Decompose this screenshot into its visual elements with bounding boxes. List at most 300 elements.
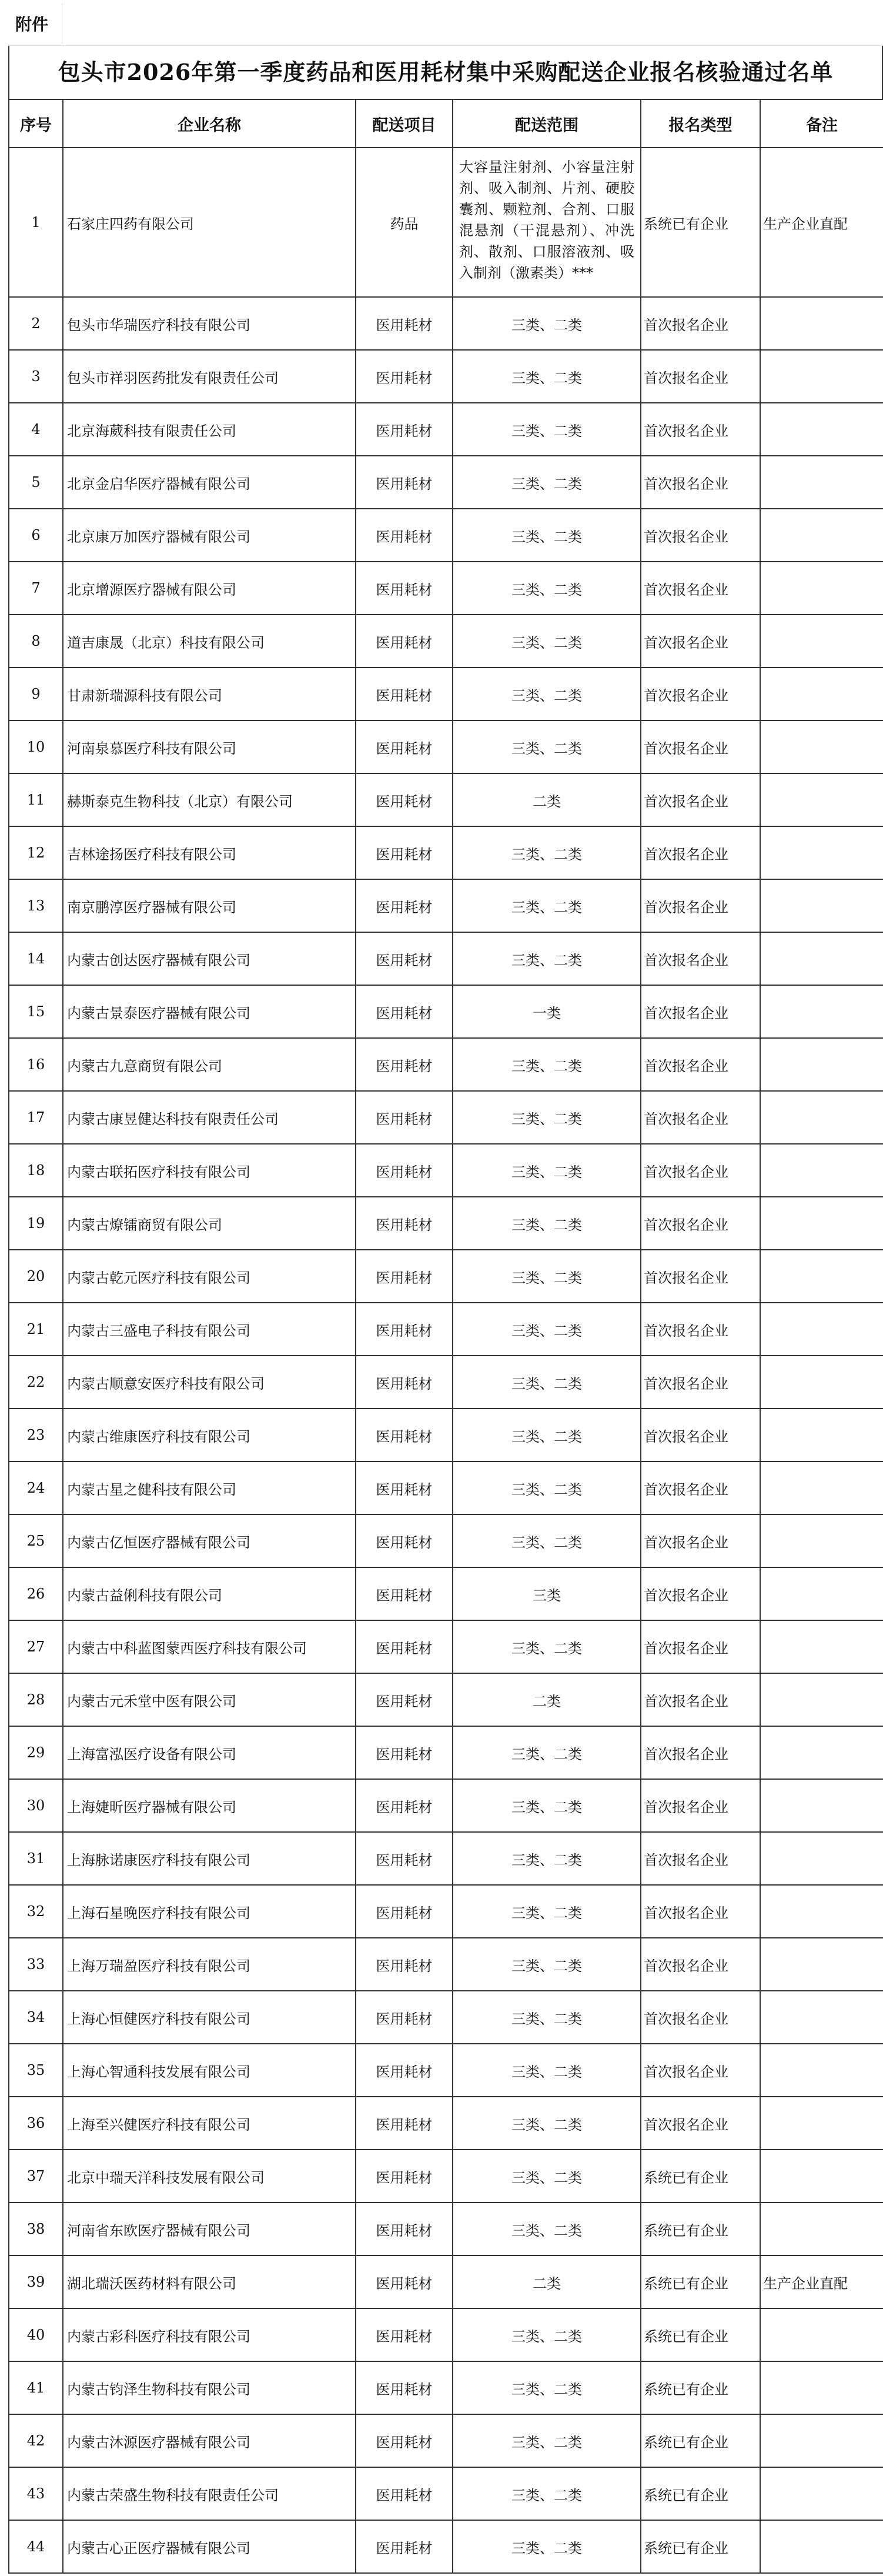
cell-delivery-scope[interactable]: 三类、二类 <box>453 879 641 932</box>
table-row <box>9 1356 883 1409</box>
cell-note[interactable] <box>760 1885 883 1938</box>
cell-note[interactable] <box>760 615 883 668</box>
cell-index[interactable]: 13 <box>9 879 63 932</box>
cell-registration-type[interactable]: 首次报名企业 <box>641 720 760 773</box>
cell-delivery-scope[interactable]: 三类、二类 <box>453 2361 641 2414</box>
cell-registration-type[interactable]: 首次报名企业 <box>641 1461 760 1514</box>
cell-registration-type[interactable]: 首次报名企业 <box>641 1832 760 1885</box>
cell-registration-type[interactable]: 系统已有企业 <box>641 2467 760 2520</box>
table-row <box>9 1038 883 1091</box>
cell-delivery-scope[interactable]: 三类、二类 <box>453 1303 641 1356</box>
cell-company-name[interactable]: 内蒙古康昱健达科技有限责任公司 <box>63 1091 356 1144</box>
cell-delivery-item[interactable]: 医用耗材 <box>356 1726 453 1779</box>
cell-registration-type[interactable]: 系统已有企业 <box>641 2361 760 2414</box>
cell-delivery-item[interactable]: 医用耗材 <box>356 1038 453 1091</box>
cell-note[interactable] <box>760 2044 883 2097</box>
cell-company-name[interactable]: 内蒙古心正医疗器械有限公司 <box>63 2520 356 2573</box>
company-roster-table <box>8 99 883 2574</box>
cell-delivery-item[interactable]: 医用耗材 <box>356 1091 453 1144</box>
cell-company-name[interactable]: 内蒙古元禾堂中医有限公司 <box>63 1673 356 1726</box>
cell-delivery-item[interactable]: 医用耗材 <box>356 403 453 456</box>
cell-delivery-scope[interactable]: 三类、二类 <box>453 1091 641 1144</box>
cell-index[interactable]: 32 <box>9 1885 63 1938</box>
attachment-label[interactable]: 附件 <box>8 4 62 46</box>
cell-index[interactable]: 24 <box>9 1461 63 1514</box>
cell-note[interactable] <box>760 562 883 615</box>
cell-note[interactable] <box>760 773 883 826</box>
cell-note[interactable] <box>760 350 883 403</box>
cell-index[interactable]: 9 <box>9 668 63 720</box>
cell-index[interactable]: 40 <box>9 2308 63 2361</box>
cell-index[interactable]: 6 <box>9 509 63 562</box>
table-row <box>9 2203 883 2255</box>
cell-index[interactable]: 17 <box>9 1091 63 1144</box>
cell-note[interactable] <box>760 2308 883 2361</box>
cell-delivery-scope[interactable]: 三类、二类 <box>453 297 641 350</box>
cell-index[interactable]: 36 <box>9 2097 63 2150</box>
cell-delivery-scope[interactable]: 三类、二类 <box>453 2520 641 2573</box>
cell-delivery-scope[interactable]: 三类、二类 <box>453 2203 641 2255</box>
cell-delivery-scope[interactable]: 大容量注射剂、小容量注射剂、吸入制剂、片剂、硬胶囊剂、颗粒剂、合剂、口服混悬剂（干混悬剂）、冲洗剂、散剂、口服溶液剂、吸入制剂（激素类）*** <box>453 148 641 297</box>
cell-registration-type[interactable]: 系统已有企业 <box>641 2255 760 2308</box>
cell-company-name[interactable]: 道吉康晟（北京）科技有限公司 <box>63 615 356 668</box>
table-row <box>9 1885 883 1938</box>
cell-delivery-scope[interactable]: 三类、二类 <box>453 1726 641 1779</box>
cell-delivery-scope[interactable]: 三类、二类 <box>453 403 641 456</box>
cell-company-name[interactable]: 甘肃新瑞源科技有限公司 <box>63 668 356 720</box>
cell-delivery-item[interactable]: 医用耗材 <box>356 350 453 403</box>
cell-registration-type[interactable]: 首次报名企业 <box>641 1144 760 1197</box>
cell-delivery-scope[interactable]: 三类、二类 <box>453 1144 641 1197</box>
document-title[interactable]: 包头市2026年第一季度药品和医用耗材集中采购配送企业报名核验通过名单 <box>8 46 883 99</box>
cell-delivery-item[interactable]: 医用耗材 <box>356 1620 453 1673</box>
cell-index[interactable]: 39 <box>9 2255 63 2308</box>
cell-delivery-item[interactable]: 医用耗材 <box>356 1779 453 1832</box>
cell-note[interactable] <box>760 1991 883 2044</box>
cell-registration-type[interactable]: 首次报名企业 <box>641 668 760 720</box>
table-row <box>9 668 883 720</box>
cell-note[interactable] <box>760 1567 883 1620</box>
cell-company-name[interactable]: 北京中瑞天洋科技发展有限公司 <box>63 2150 356 2203</box>
cell-delivery-scope[interactable]: 三类、二类 <box>453 350 641 403</box>
cell-registration-type[interactable]: 首次报名企业 <box>641 2097 760 2150</box>
cell-index[interactable]: 2 <box>9 297 63 350</box>
cell-index[interactable]: 14 <box>9 932 63 985</box>
cell-note[interactable] <box>760 2203 883 2255</box>
table-row <box>9 2255 883 2308</box>
cell-delivery-item[interactable]: 医用耗材 <box>356 2097 453 2150</box>
cell-delivery-item[interactable]: 医用耗材 <box>356 1303 453 1356</box>
cell-delivery-item[interactable]: 医用耗材 <box>356 2520 453 2573</box>
cell-index[interactable]: 20 <box>9 1250 63 1303</box>
cell-registration-type[interactable]: 首次报名企业 <box>641 1885 760 1938</box>
cell-delivery-item[interactable]: 医用耗材 <box>356 456 453 509</box>
cell-registration-type[interactable]: 首次报名企业 <box>641 350 760 403</box>
cell-index[interactable]: 30 <box>9 1779 63 1832</box>
cell-registration-type[interactable]: 首次报名企业 <box>641 2044 760 2097</box>
cell-company-name[interactable]: 内蒙古亿恒医疗器械有限公司 <box>63 1514 356 1567</box>
cell-note[interactable] <box>760 826 883 879</box>
cell-delivery-item[interactable]: 医用耗材 <box>356 1409 453 1461</box>
table-row <box>9 1620 883 1673</box>
cell-company-name[interactable]: 内蒙古顺意安医疗科技有限公司 <box>63 1356 356 1409</box>
cell-delivery-item[interactable]: 医用耗材 <box>356 2203 453 2255</box>
cell-delivery-scope[interactable]: 三类、二类 <box>453 826 641 879</box>
cell-company-name[interactable]: 北京增源医疗器械有限公司 <box>63 562 356 615</box>
cell-registration-type[interactable]: 首次报名企业 <box>641 297 760 350</box>
cell-delivery-scope[interactable]: 三类、二类 <box>453 2467 641 2520</box>
table-row <box>9 1091 883 1144</box>
cell-registration-type[interactable]: 首次报名企业 <box>641 1409 760 1461</box>
cell-company-name[interactable]: 上海至兴健医疗科技有限公司 <box>63 2097 356 2150</box>
cell-delivery-scope[interactable]: 三类、二类 <box>453 668 641 720</box>
cell-note[interactable] <box>760 2414 883 2467</box>
cell-company-name[interactable]: 内蒙古乾元医疗科技有限公司 <box>63 1250 356 1303</box>
cell-index[interactable]: 12 <box>9 826 63 879</box>
cell-delivery-scope[interactable]: 三类、二类 <box>453 1885 641 1938</box>
cell-registration-type[interactable]: 首次报名企业 <box>641 615 760 668</box>
cell-note[interactable] <box>760 1514 883 1567</box>
cell-company-name[interactable]: 上海富泓医疗设备有限公司 <box>63 1726 356 1779</box>
cell-delivery-item[interactable]: 医用耗材 <box>356 1673 453 1726</box>
cell-company-name[interactable]: 上海石星晚医疗科技有限公司 <box>63 1885 356 1938</box>
cell-delivery-item[interactable]: 医用耗材 <box>356 826 453 879</box>
cell-registration-type[interactable]: 首次报名企业 <box>641 985 760 1038</box>
cell-index[interactable]: 27 <box>9 1620 63 1673</box>
table-row <box>9 773 883 826</box>
cell-company-name[interactable]: 内蒙古景泰医疗器械有限公司 <box>63 985 356 1038</box>
cell-note[interactable] <box>760 1938 883 1991</box>
cell-company-name[interactable]: 北京康万加医疗器械有限公司 <box>63 509 356 562</box>
cell-registration-type[interactable]: 系统已有企业 <box>641 2150 760 2203</box>
cell-delivery-item[interactable]: 医用耗材 <box>356 1461 453 1514</box>
cell-note[interactable] <box>760 1832 883 1885</box>
table-row <box>9 456 883 509</box>
cell-delivery-item[interactable]: 医用耗材 <box>356 2255 453 2308</box>
cell-index[interactable]: 42 <box>9 2414 63 2467</box>
cell-index[interactable]: 35 <box>9 2044 63 2097</box>
cell-company-name[interactable]: 内蒙古燎镭商贸有限公司 <box>63 1197 356 1250</box>
cell-company-name[interactable]: 河南省东欧医疗器械有限公司 <box>63 2203 356 2255</box>
cell-registration-type[interactable]: 首次报名企业 <box>641 879 760 932</box>
cell-delivery-scope[interactable]: 三类、二类 <box>453 720 641 773</box>
cell-registration-type[interactable]: 系统已有企业 <box>641 2520 760 2573</box>
cell-delivery-scope[interactable]: 三类、二类 <box>453 1356 641 1409</box>
cell-note[interactable] <box>760 297 883 350</box>
cell-delivery-scope[interactable]: 三类、二类 <box>453 1832 641 1885</box>
cell-company-name[interactable]: 内蒙古创达医疗器械有限公司 <box>63 932 356 985</box>
cell-index[interactable]: 8 <box>9 615 63 668</box>
cell-index[interactable]: 3 <box>9 350 63 403</box>
table-row <box>9 2097 883 2150</box>
cell-delivery-scope[interactable]: 二类 <box>453 773 641 826</box>
table-row <box>9 720 883 773</box>
cell-index[interactable]: 31 <box>9 1832 63 1885</box>
cell-index[interactable]: 16 <box>9 1038 63 1091</box>
cell-company-name[interactable]: 内蒙古九意商贸有限公司 <box>63 1038 356 1091</box>
cell-company-name[interactable]: 内蒙古彩科医疗科技有限公司 <box>63 2308 356 2361</box>
table-row <box>9 2414 883 2467</box>
header-scope[interactable]: 配送范围 <box>453 99 641 148</box>
cell-index[interactable]: 37 <box>9 2150 63 2203</box>
cell-delivery-item[interactable]: 医用耗材 <box>356 879 453 932</box>
cell-note[interactable] <box>760 456 883 509</box>
cell-note[interactable] <box>760 403 883 456</box>
cell-note[interactable] <box>760 2520 883 2573</box>
cell-delivery-scope[interactable]: 二类 <box>453 1673 641 1726</box>
cell-delivery-scope[interactable]: 三类、二类 <box>453 1461 641 1514</box>
cell-delivery-item[interactable]: 医用耗材 <box>356 1514 453 1567</box>
cell-company-name[interactable]: 内蒙古荣盛生物科技有限责任公司 <box>63 2467 356 2520</box>
cell-delivery-item[interactable]: 医用耗材 <box>356 2414 453 2467</box>
cell-delivery-scope[interactable]: 三类、二类 <box>453 562 641 615</box>
cell-note[interactable] <box>760 1620 883 1673</box>
cell-company-name[interactable]: 南京鹏淳医疗器械有限公司 <box>63 879 356 932</box>
cell-delivery-scope[interactable]: 一类 <box>453 985 641 1038</box>
cell-registration-type[interactable]: 系统已有企业 <box>641 148 760 297</box>
cell-delivery-scope[interactable]: 三类、二类 <box>453 1197 641 1250</box>
cell-delivery-item[interactable]: 医用耗材 <box>356 2150 453 2203</box>
cell-company-name[interactable]: 内蒙古星之健科技有限公司 <box>63 1461 356 1514</box>
cell-index[interactable]: 5 <box>9 456 63 509</box>
cell-note[interactable] <box>760 1356 883 1409</box>
cell-delivery-scope[interactable]: 三类、二类 <box>453 1038 641 1091</box>
header-index[interactable]: 序号 <box>9 99 63 148</box>
cell-registration-type[interactable]: 首次报名企业 <box>641 456 760 509</box>
cell-index[interactable]: 22 <box>9 1356 63 1409</box>
cell-note[interactable] <box>760 509 883 562</box>
table-row <box>9 826 883 879</box>
cell-registration-type[interactable]: 首次报名企业 <box>641 1991 760 2044</box>
cell-index[interactable]: 10 <box>9 720 63 773</box>
cell-delivery-scope[interactable]: 三类、二类 <box>453 1620 641 1673</box>
cell-registration-type[interactable]: 首次报名企业 <box>641 1673 760 1726</box>
cell-note[interactable]: 生产企业直配 <box>760 148 883 297</box>
cell-index[interactable]: 11 <box>9 773 63 826</box>
cell-note[interactable] <box>760 2150 883 2203</box>
table-header-row <box>9 99 883 148</box>
cell-delivery-item[interactable]: 医用耗材 <box>356 2044 453 2097</box>
cell-registration-type[interactable]: 首次报名企业 <box>641 509 760 562</box>
cell-delivery-scope[interactable]: 三类、二类 <box>453 2308 641 2361</box>
cell-registration-type[interactable]: 系统已有企业 <box>641 2203 760 2255</box>
cell-registration-type[interactable]: 首次报名企业 <box>641 1567 760 1620</box>
cell-delivery-item[interactable]: 医用耗材 <box>356 1567 453 1620</box>
cell-registration-type[interactable]: 首次报名企业 <box>641 773 760 826</box>
cell-index[interactable]: 26 <box>9 1567 63 1620</box>
cell-registration-type[interactable]: 首次报名企业 <box>641 1726 760 1779</box>
cell-delivery-item[interactable]: 医用耗材 <box>356 1885 453 1938</box>
cell-index[interactable]: 1 <box>9 148 63 297</box>
cell-delivery-item[interactable]: 医用耗材 <box>356 1356 453 1409</box>
cell-index[interactable]: 19 <box>9 1197 63 1250</box>
cell-registration-type[interactable]: 首次报名企业 <box>641 1514 760 1567</box>
cell-company-name[interactable]: 赫斯泰克生物科技（北京）有限公司 <box>63 773 356 826</box>
cell-index[interactable]: 18 <box>9 1144 63 1197</box>
cell-delivery-item[interactable]: 医用耗材 <box>356 1832 453 1885</box>
cell-registration-type[interactable]: 首次报名企业 <box>641 562 760 615</box>
cell-index[interactable]: 43 <box>9 2467 63 2520</box>
cell-note[interactable] <box>760 1091 883 1144</box>
cell-index[interactable]: 29 <box>9 1726 63 1779</box>
cell-company-name[interactable]: 内蒙古益俐科技有限公司 <box>63 1567 356 1620</box>
cell-delivery-scope[interactable]: 三类、二类 <box>453 1514 641 1567</box>
cell-delivery-scope[interactable]: 三类、二类 <box>453 2097 641 2150</box>
table-row <box>9 1779 883 1832</box>
cell-delivery-item[interactable]: 医用耗材 <box>356 1144 453 1197</box>
cell-delivery-scope[interactable]: 二类 <box>453 2255 641 2308</box>
cell-delivery-item[interactable]: 医用耗材 <box>356 615 453 668</box>
cell-delivery-item[interactable]: 医用耗材 <box>356 932 453 985</box>
cell-note[interactable] <box>760 1250 883 1303</box>
cell-delivery-item[interactable]: 医用耗材 <box>356 1938 453 1991</box>
cell-note[interactable] <box>760 1673 883 1726</box>
cell-note[interactable] <box>760 1038 883 1091</box>
cell-delivery-item[interactable]: 医用耗材 <box>356 297 453 350</box>
cell-delivery-item[interactable]: 医用耗材 <box>356 2308 453 2361</box>
cell-delivery-item[interactable]: 医用耗材 <box>356 509 453 562</box>
cell-note[interactable] <box>760 2467 883 2520</box>
header-company[interactable]: 企业名称 <box>63 99 356 148</box>
cell-company-name[interactable]: 吉林途扬医疗科技有限公司 <box>63 826 356 879</box>
cell-note[interactable]: 生产企业直配 <box>760 2255 883 2308</box>
cell-delivery-scope[interactable]: 三类、二类 <box>453 2044 641 2097</box>
cell-delivery-scope[interactable]: 三类、二类 <box>453 1779 641 1832</box>
cell-company-name[interactable]: 湖北瑞沃医药材料有限公司 <box>63 2255 356 2308</box>
cell-delivery-scope[interactable]: 三类、二类 <box>453 932 641 985</box>
table-row <box>9 1514 883 1567</box>
cell-company-name[interactable]: 包头市华瑞医疗科技有限公司 <box>63 297 356 350</box>
cell-delivery-scope[interactable]: 三类、二类 <box>453 1991 641 2044</box>
cell-note[interactable] <box>760 932 883 985</box>
cell-note[interactable] <box>760 720 883 773</box>
cell-note[interactable] <box>760 1409 883 1461</box>
cell-company-name[interactable]: 内蒙古沐源医疗器械有限公司 <box>63 2414 356 2467</box>
cell-index[interactable]: 33 <box>9 1938 63 1991</box>
cell-note[interactable] <box>760 1726 883 1779</box>
cell-index[interactable]: 15 <box>9 985 63 1038</box>
cell-company-name[interactable]: 北京金启华医疗器械有限公司 <box>63 456 356 509</box>
table-row <box>9 932 883 985</box>
cell-note[interactable] <box>760 1779 883 1832</box>
cell-note[interactable] <box>760 1144 883 1197</box>
cell-registration-type[interactable]: 系统已有企业 <box>641 2414 760 2467</box>
cell-registration-type[interactable]: 首次报名企业 <box>641 1197 760 1250</box>
cell-delivery-scope[interactable]: 三类、二类 <box>453 456 641 509</box>
table-row <box>9 2308 883 2361</box>
cell-delivery-scope[interactable]: 三类、二类 <box>453 2414 641 2467</box>
attachment-row <box>8 4 883 46</box>
cell-note[interactable] <box>760 2361 883 2414</box>
cell-index[interactable]: 38 <box>9 2203 63 2255</box>
table-row <box>9 2044 883 2097</box>
cell-company-name[interactable]: 内蒙古中科蓝图蒙西医疗科技有限公司 <box>63 1620 356 1673</box>
cell-company-name[interactable]: 包头市祥羽医药批发有限责任公司 <box>63 350 356 403</box>
cell-index[interactable]: 34 <box>9 1991 63 2044</box>
cell-registration-type[interactable]: 首次报名企业 <box>641 932 760 985</box>
cell-note[interactable] <box>760 2097 883 2150</box>
cell-delivery-scope[interactable]: 三类、二类 <box>453 1409 641 1461</box>
cell-index[interactable]: 7 <box>9 562 63 615</box>
cell-delivery-item[interactable]: 医用耗材 <box>356 720 453 773</box>
cell-delivery-item[interactable]: 医用耗材 <box>356 562 453 615</box>
cell-delivery-item[interactable]: 医用耗材 <box>356 2361 453 2414</box>
cell-company-name[interactable]: 内蒙古钧泽生物科技有限公司 <box>63 2361 356 2414</box>
table-row <box>9 1197 883 1250</box>
cell-company-name[interactable]: 上海万瑞盈医疗科技有限公司 <box>63 1938 356 1991</box>
cell-company-name[interactable]: 内蒙古三盛电子科技有限公司 <box>63 1303 356 1356</box>
cell-company-name[interactable]: 河南泉慕医疗科技有限公司 <box>63 720 356 773</box>
cell-registration-type[interactable]: 首次报名企业 <box>641 826 760 879</box>
cell-delivery-item[interactable]: 医用耗材 <box>356 2467 453 2520</box>
cell-delivery-item[interactable]: 药品 <box>356 148 453 297</box>
cell-delivery-item[interactable]: 医用耗材 <box>356 1991 453 2044</box>
cell-delivery-scope[interactable]: 三类、二类 <box>453 1250 641 1303</box>
cell-company-name[interactable]: 内蒙古维康医疗科技有限公司 <box>63 1409 356 1461</box>
cell-company-name[interactable]: 上海婕昕医疗器械有限公司 <box>63 1779 356 1832</box>
cell-index[interactable]: 25 <box>9 1514 63 1567</box>
cell-index[interactable]: 41 <box>9 2361 63 2414</box>
cell-registration-type[interactable]: 首次报名企业 <box>641 1303 760 1356</box>
cell-delivery-item[interactable]: 医用耗材 <box>356 668 453 720</box>
cell-note[interactable] <box>760 1461 883 1514</box>
cell-index[interactable]: 4 <box>9 403 63 456</box>
cell-delivery-item[interactable]: 医用耗材 <box>356 1250 453 1303</box>
attachment-empty-cell[interactable] <box>62 4 883 46</box>
cell-registration-type[interactable]: 首次报名企业 <box>641 1938 760 1991</box>
cell-company-name[interactable]: 上海脉诺康医疗科技有限公司 <box>63 1832 356 1885</box>
table-row <box>9 1250 883 1303</box>
cell-note[interactable] <box>760 985 883 1038</box>
cell-delivery-scope[interactable]: 三类、二类 <box>453 509 641 562</box>
table-row <box>9 148 883 297</box>
cell-registration-type[interactable]: 首次报名企业 <box>641 403 760 456</box>
cell-registration-type[interactable]: 首次报名企业 <box>641 1091 760 1144</box>
cell-delivery-item[interactable]: 医用耗材 <box>356 1197 453 1250</box>
cell-delivery-scope[interactable]: 三类 <box>453 1567 641 1620</box>
header-note[interactable]: 备注 <box>760 99 883 148</box>
cell-note[interactable] <box>760 1197 883 1250</box>
cell-index[interactable]: 44 <box>9 2520 63 2573</box>
cell-note[interactable] <box>760 879 883 932</box>
table-row <box>9 1144 883 1197</box>
cell-registration-type[interactable]: 首次报名企业 <box>641 1620 760 1673</box>
cell-delivery-item[interactable]: 医用耗材 <box>356 773 453 826</box>
cell-note[interactable] <box>760 668 883 720</box>
cell-registration-type[interactable]: 首次报名企业 <box>641 1038 760 1091</box>
cell-company-name[interactable]: 上海心智通科技发展有限公司 <box>63 2044 356 2097</box>
cell-company-name[interactable]: 内蒙古联拓医疗科技有限公司 <box>63 1144 356 1197</box>
cell-index[interactable]: 21 <box>9 1303 63 1356</box>
cell-index[interactable]: 23 <box>9 1409 63 1461</box>
table-row <box>9 985 883 1038</box>
cell-registration-type[interactable]: 首次报名企业 <box>641 1779 760 1832</box>
header-item[interactable]: 配送项目 <box>356 99 453 148</box>
cell-company-name[interactable]: 石家庄四药有限公司 <box>63 148 356 297</box>
cell-delivery-scope[interactable]: 三类、二类 <box>453 1938 641 1991</box>
cell-registration-type[interactable]: 首次报名企业 <box>641 1356 760 1409</box>
cell-delivery-item[interactable]: 医用耗材 <box>356 985 453 1038</box>
cell-note[interactable] <box>760 1303 883 1356</box>
cell-registration-type[interactable]: 系统已有企业 <box>641 2308 760 2361</box>
cell-delivery-scope[interactable]: 三类、二类 <box>453 615 641 668</box>
cell-company-name[interactable]: 北京海葳科技有限责任公司 <box>63 403 356 456</box>
cell-company-name[interactable]: 上海心恒健医疗科技有限公司 <box>63 1991 356 2044</box>
cell-delivery-scope[interactable]: 三类、二类 <box>453 2150 641 2203</box>
header-type[interactable]: 报名类型 <box>641 99 760 148</box>
cell-index[interactable]: 28 <box>9 1673 63 1726</box>
cell-registration-type[interactable]: 首次报名企业 <box>641 1250 760 1303</box>
